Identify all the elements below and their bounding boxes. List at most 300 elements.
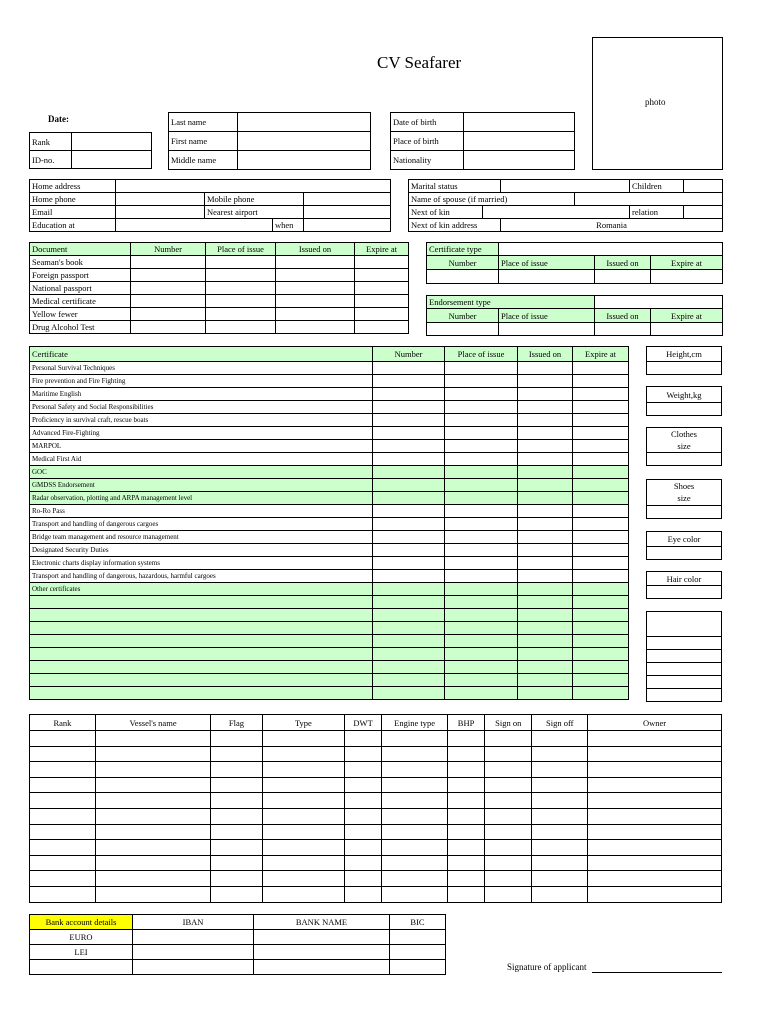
bank-bank-name-field[interactable]: [254, 945, 390, 960]
certificate-place-field[interactable]: [445, 687, 518, 700]
cert-type-issued-field[interactable]: [595, 270, 651, 284]
sea-service-cell[interactable]: [588, 824, 722, 840]
certificate-number-field[interactable]: [373, 687, 445, 700]
document-expire-field[interactable]: [355, 282, 409, 295]
bank-extra-field[interactable]: [30, 960, 133, 975]
certificate-expire-field[interactable]: [573, 466, 629, 479]
certificate-issued-field[interactable]: [518, 570, 573, 583]
height-field[interactable]: [647, 362, 722, 375]
sea-service-cell[interactable]: [532, 808, 588, 824]
certificate-expire-field[interactable]: [573, 596, 629, 609]
sea-service-cell[interactable]: [588, 762, 722, 778]
eye-color-field[interactable]: [647, 547, 722, 560]
sea-service-cell[interactable]: [485, 731, 532, 747]
sea-service-cell[interactable]: [211, 793, 262, 809]
signature-line[interactable]: [592, 972, 722, 973]
bank-bic-field[interactable]: [390, 945, 446, 960]
certificate-number-field[interactable]: [373, 518, 445, 531]
sea-service-cell[interactable]: [211, 824, 262, 840]
certificate-number-field[interactable]: [373, 531, 445, 544]
certificate-issued-field[interactable]: [518, 544, 573, 557]
certificate-number-field[interactable]: [373, 661, 445, 674]
document-issued-field[interactable]: [276, 295, 355, 308]
mobile-phone-field[interactable]: [304, 193, 391, 206]
certificate-expire-field[interactable]: [573, 544, 629, 557]
sea-service-cell[interactable]: [30, 886, 96, 902]
certificate-expire-field[interactable]: [573, 583, 629, 596]
endorsement-type-field[interactable]: [595, 296, 723, 309]
cert-type-number-field[interactable]: [427, 270, 499, 284]
certificate-expire-field[interactable]: [573, 401, 629, 414]
sea-service-cell[interactable]: [485, 886, 532, 902]
sea-service-cell[interactable]: [211, 746, 262, 762]
document-place-field[interactable]: [206, 295, 276, 308]
sea-service-cell[interactable]: [448, 871, 485, 887]
certificate-place-field[interactable]: [445, 414, 518, 427]
certificate-issued-field[interactable]: [518, 596, 573, 609]
certificate-expire-field[interactable]: [573, 414, 629, 427]
endorsement-issued-field[interactable]: [595, 323, 651, 336]
id-no-field[interactable]: [72, 151, 152, 169]
sea-service-cell[interactable]: [345, 746, 382, 762]
sea-service-cell[interactable]: [345, 886, 382, 902]
certificate-number-field[interactable]: [373, 479, 445, 492]
certificate-place-field[interactable]: [445, 661, 518, 674]
dob-field[interactable]: [464, 113, 575, 132]
sea-service-cell[interactable]: [532, 840, 588, 856]
certificate-issued-field[interactable]: [518, 505, 573, 518]
sea-service-cell[interactable]: [448, 808, 485, 824]
certificate-place-field[interactable]: [445, 375, 518, 388]
sea-service-cell[interactable]: [382, 886, 448, 902]
when-field[interactable]: [304, 219, 391, 232]
middle-name-field[interactable]: [238, 151, 371, 170]
sea-service-cell[interactable]: [485, 871, 532, 887]
sea-service-cell[interactable]: [588, 855, 722, 871]
sea-service-cell[interactable]: [262, 824, 344, 840]
certificate-issued-field[interactable]: [518, 440, 573, 453]
sea-service-cell[interactable]: [262, 777, 344, 793]
certificate-number-field[interactable]: [373, 622, 445, 635]
certificate-place-field[interactable]: [445, 544, 518, 557]
certificate-expire-field[interactable]: [573, 635, 629, 648]
sea-service-cell[interactable]: [95, 808, 210, 824]
next-of-kin-field[interactable]: [483, 206, 630, 219]
sea-service-cell[interactable]: [532, 886, 588, 902]
certificate-place-field[interactable]: [445, 596, 518, 609]
sea-service-cell[interactable]: [485, 777, 532, 793]
first-name-field[interactable]: [238, 132, 371, 151]
certificate-number-field[interactable]: [373, 414, 445, 427]
certificate-expire-field[interactable]: [573, 362, 629, 375]
document-number-field[interactable]: [131, 308, 206, 321]
document-number-field[interactable]: [131, 269, 206, 282]
spouse-field[interactable]: [575, 193, 723, 206]
certificate-place-field[interactable]: [445, 531, 518, 544]
document-issued-field[interactable]: [276, 282, 355, 295]
certificate-expire-field[interactable]: [573, 518, 629, 531]
sea-service-cell[interactable]: [532, 762, 588, 778]
certificate-expire-field[interactable]: [573, 570, 629, 583]
hair-color-field[interactable]: [647, 586, 722, 599]
shoes-field[interactable]: [647, 506, 722, 519]
certificate-issued-field[interactable]: [518, 674, 573, 687]
document-place-field[interactable]: [206, 256, 276, 269]
certificate-issued-field[interactable]: [518, 531, 573, 544]
sea-service-cell[interactable]: [95, 824, 210, 840]
certificate-number-field[interactable]: [373, 440, 445, 453]
sea-service-cell[interactable]: [211, 777, 262, 793]
children-field[interactable]: [684, 180, 723, 193]
certificate-place-field[interactable]: [445, 518, 518, 531]
sea-service-cell[interactable]: [30, 808, 96, 824]
certificate-row: [30, 622, 629, 635]
certificate-issued-field[interactable]: [518, 401, 573, 414]
sea-service-cell[interactable]: [485, 824, 532, 840]
sea-service-cell[interactable]: [345, 793, 382, 809]
last-name-field[interactable]: [238, 113, 371, 132]
certificate-place-field[interactable]: [445, 570, 518, 583]
sea-service-cell[interactable]: [95, 777, 210, 793]
weight-field[interactable]: [647, 403, 722, 416]
certificate-place-field[interactable]: [445, 622, 518, 635]
sea-service-cell[interactable]: [588, 886, 722, 902]
sea-service-cell[interactable]: [532, 777, 588, 793]
document-issued-field[interactable]: [276, 321, 355, 334]
sea-service-cell[interactable]: [95, 840, 210, 856]
sea-service-cell[interactable]: [262, 731, 344, 747]
marital-status-field[interactable]: [501, 180, 630, 193]
certificate-number-field[interactable]: [373, 648, 445, 661]
sea-service-cell[interactable]: [485, 855, 532, 871]
certificate-place-field[interactable]: [445, 583, 518, 596]
certificate-number-field[interactable]: [373, 453, 445, 466]
sea-service-cell[interactable]: [485, 793, 532, 809]
certificate-expire-field[interactable]: [573, 479, 629, 492]
certificate-issued-field[interactable]: [518, 453, 573, 466]
pob-field[interactable]: [464, 132, 575, 151]
bank-iban-field[interactable]: [133, 930, 254, 945]
certificate-number-field[interactable]: [373, 505, 445, 518]
certificate-expire-field[interactable]: [573, 557, 629, 570]
sea-service-cell[interactable]: [448, 777, 485, 793]
certificate-number-field[interactable]: [373, 674, 445, 687]
sea-service-cell[interactable]: [485, 840, 532, 856]
document-place-field[interactable]: [206, 282, 276, 295]
certificate-number-field[interactable]: [373, 401, 445, 414]
document-expire-field[interactable]: [355, 308, 409, 321]
sea-service-cell[interactable]: [382, 871, 448, 887]
sea-service-cell[interactable]: [532, 731, 588, 747]
certificate-place-field[interactable]: [445, 557, 518, 570]
certificate-issued-field[interactable]: [518, 375, 573, 388]
sea-service-cell[interactable]: [532, 871, 588, 887]
sea-service-cell[interactable]: [345, 871, 382, 887]
document-number-field[interactable]: [131, 321, 206, 334]
sea-service-cell[interactable]: [345, 762, 382, 778]
sea-service-cell[interactable]: [448, 762, 485, 778]
nearest-airport-field[interactable]: [304, 206, 391, 219]
sea-service-cell[interactable]: [382, 824, 448, 840]
sea-service-cell[interactable]: [262, 855, 344, 871]
sea-service-cell[interactable]: [30, 777, 96, 793]
sea-service-cell[interactable]: [95, 762, 210, 778]
sea-service-cell[interactable]: [211, 762, 262, 778]
sea-service-cell[interactable]: [532, 855, 588, 871]
cert-type-field[interactable]: [499, 243, 723, 256]
certificate-expire-field[interactable]: [573, 427, 629, 440]
sea-service-cell[interactable]: [382, 777, 448, 793]
endorsement-number-field[interactable]: [427, 323, 499, 336]
certificate-place-field[interactable]: [445, 388, 518, 401]
certificate-place-field[interactable]: [445, 505, 518, 518]
certificate-number-field[interactable]: [373, 596, 445, 609]
certificate-expire-field[interactable]: [573, 492, 629, 505]
sea-service-cell[interactable]: [262, 808, 344, 824]
sea-service-cell[interactable]: [211, 808, 262, 824]
sea-service-cell[interactable]: [345, 824, 382, 840]
sea-service-cell[interactable]: [588, 731, 722, 747]
certificate-place-field[interactable]: [445, 635, 518, 648]
sea-service-cell[interactable]: [95, 746, 210, 762]
extra-field-1[interactable]: [647, 612, 722, 637]
document-place-field[interactable]: [206, 321, 276, 334]
sea-service-cell[interactable]: [95, 855, 210, 871]
certificate-issued-field[interactable]: [518, 583, 573, 596]
sea-service-cell[interactable]: [345, 808, 382, 824]
certificate-number-field[interactable]: [373, 466, 445, 479]
extra-field-3[interactable]: [647, 650, 722, 663]
sea-service-cell[interactable]: [95, 731, 210, 747]
sea-service-cell[interactable]: [30, 746, 96, 762]
sea-service-cell[interactable]: [382, 840, 448, 856]
extra-field-5[interactable]: [647, 676, 722, 689]
bank-bic-field[interactable]: [390, 930, 446, 945]
sea-service-cell[interactable]: [211, 886, 262, 902]
bank-iban-field[interactable]: [133, 960, 254, 975]
endorsement-expire-field[interactable]: [651, 323, 723, 336]
sea-service-cell[interactable]: [30, 871, 96, 887]
document-place-field[interactable]: [206, 308, 276, 321]
certificate-issued-field[interactable]: [518, 362, 573, 375]
sea-service-cell[interactable]: [485, 762, 532, 778]
sea-service-cell[interactable]: [345, 840, 382, 856]
certificate-number-field[interactable]: [373, 609, 445, 622]
certificate-issued-field[interactable]: [518, 466, 573, 479]
sea-service-cell[interactable]: [262, 886, 344, 902]
sea-service-cell[interactable]: [30, 731, 96, 747]
sea-service-cell[interactable]: [485, 746, 532, 762]
certificate-place-field[interactable]: [445, 492, 518, 505]
sea-service-cell[interactable]: [382, 808, 448, 824]
document-number-field[interactable]: [131, 282, 206, 295]
sea-service-cell[interactable]: [532, 746, 588, 762]
sea-service-cell[interactable]: [588, 746, 722, 762]
certificate-place-field[interactable]: [445, 427, 518, 440]
certificate-number-field[interactable]: [373, 362, 445, 375]
sea-service-cell[interactable]: [95, 871, 210, 887]
kin-address-field[interactable]: Romania: [501, 219, 723, 232]
sea-service-cell[interactable]: [448, 855, 485, 871]
endorsement-place-field[interactable]: [499, 323, 595, 336]
sea-service-cell[interactable]: [211, 871, 262, 887]
certificate-expire-field[interactable]: [573, 375, 629, 388]
certificate-place-field[interactable]: [445, 362, 518, 375]
document-expire-field[interactable]: [355, 256, 409, 269]
certificate-expire-field[interactable]: [573, 440, 629, 453]
sea-service-cell[interactable]: [588, 808, 722, 824]
certificate-expire-field[interactable]: [573, 531, 629, 544]
sea-service-cell[interactable]: [262, 840, 344, 856]
certificate-issued-field[interactable]: [518, 388, 573, 401]
certificate-issued-field[interactable]: [518, 609, 573, 622]
certificate-issued-field[interactable]: [518, 687, 573, 700]
certificate-issued-field[interactable]: [518, 622, 573, 635]
sea-service-cell[interactable]: [382, 793, 448, 809]
certificate-expire-field[interactable]: [573, 388, 629, 401]
sea-service-cell[interactable]: [448, 731, 485, 747]
bank-bic-field[interactable]: [390, 960, 446, 975]
sea-service-cell[interactable]: [532, 824, 588, 840]
certificate-number-field[interactable]: [373, 635, 445, 648]
extra-field-2[interactable]: [647, 637, 722, 650]
sea-service-cell[interactable]: [211, 731, 262, 747]
sea-service-cell[interactable]: [382, 855, 448, 871]
certificate-place-field[interactable]: [445, 466, 518, 479]
document-issued-field[interactable]: [276, 256, 355, 269]
certificate-expire-field[interactable]: [573, 661, 629, 674]
sea-service-cell[interactable]: [262, 762, 344, 778]
sea-service-cell[interactable]: [382, 762, 448, 778]
sea-service-cell[interactable]: [532, 793, 588, 809]
sea-service-cell[interactable]: [30, 840, 96, 856]
certificate-number-field[interactable]: [373, 570, 445, 583]
clothes-field[interactable]: [647, 453, 722, 466]
sea-service-cell[interactable]: [448, 746, 485, 762]
certificate-expire-field[interactable]: [573, 622, 629, 635]
relation-field[interactable]: [684, 206, 723, 219]
sea-service-cell[interactable]: [30, 793, 96, 809]
certificate-number-field[interactable]: [373, 375, 445, 388]
bank-iban-field[interactable]: [133, 945, 254, 960]
certificate-place-field[interactable]: [445, 401, 518, 414]
document-number-field[interactable]: [131, 295, 206, 308]
document-place-field[interactable]: [206, 269, 276, 282]
sea-header-flag: Flag: [211, 715, 262, 731]
certificate-issued-field[interactable]: [518, 635, 573, 648]
cert-type-expire-field[interactable]: [651, 270, 723, 284]
certificate-expire-field[interactable]: [573, 609, 629, 622]
sea-service-cell[interactable]: [211, 840, 262, 856]
extra-field-6[interactable]: [647, 689, 722, 702]
certificate-number-field[interactable]: [373, 388, 445, 401]
certificate-place-field[interactable]: [445, 453, 518, 466]
certificate-issued-field[interactable]: [518, 518, 573, 531]
certificate-issued-field[interactable]: [518, 427, 573, 440]
sea-service-cell[interactable]: [448, 886, 485, 902]
sea-service-cell[interactable]: [262, 871, 344, 887]
document-issued-field[interactable]: [276, 269, 355, 282]
sea-service-cell[interactable]: [588, 777, 722, 793]
sea-service-cell[interactable]: [30, 762, 96, 778]
document-number-field[interactable]: [131, 256, 206, 269]
certificate-expire-field[interactable]: [573, 674, 629, 687]
sea-service-cell[interactable]: [588, 871, 722, 887]
education-field[interactable]: [116, 219, 273, 232]
email-field[interactable]: [116, 206, 205, 219]
certificate-issued-field[interactable]: [518, 479, 573, 492]
certificate-expire-field[interactable]: [573, 505, 629, 518]
sea-service-cell[interactable]: [262, 793, 344, 809]
certificate-number-field[interactable]: [373, 427, 445, 440]
sea-service-cell[interactable]: [262, 746, 344, 762]
document-issued-field[interactable]: [276, 308, 355, 321]
certificate-place-field[interactable]: [445, 609, 518, 622]
sea-service-cell[interactable]: [485, 808, 532, 824]
certificate-expire-field[interactable]: [573, 687, 629, 700]
rank-field[interactable]: [72, 133, 152, 151]
cert-type-place-field[interactable]: [499, 270, 595, 284]
sea-service-cell[interactable]: [588, 793, 722, 809]
certificate-place-field[interactable]: [445, 648, 518, 661]
sea-service-cell[interactable]: [345, 731, 382, 747]
certificate-issued-field[interactable]: [518, 414, 573, 427]
bank-currency: EURO: [30, 930, 133, 945]
certificate-issued-field[interactable]: [518, 648, 573, 661]
sea-service-cell[interactable]: [382, 731, 448, 747]
sea-service-cell[interactable]: [95, 886, 210, 902]
certificate-number-field[interactable]: [373, 583, 445, 596]
extra-field-4[interactable]: [647, 663, 722, 676]
sea-service-cell[interactable]: [448, 824, 485, 840]
bank-bank-name-field[interactable]: [254, 930, 390, 945]
certificate-expire-field[interactable]: [573, 453, 629, 466]
sea-service-cell[interactable]: [211, 855, 262, 871]
sea-service-cell[interactable]: [30, 824, 96, 840]
certificate-place-field[interactable]: [445, 440, 518, 453]
certificate-number-field[interactable]: [373, 544, 445, 557]
nationality-field[interactable]: [464, 151, 575, 170]
document-expire-field[interactable]: [355, 321, 409, 334]
home-phone-field[interactable]: [116, 193, 205, 206]
sea-service-cell[interactable]: [588, 840, 722, 856]
sea-service-cell[interactable]: [345, 855, 382, 871]
home-address-field[interactable]: [116, 180, 391, 193]
certificate-place-field[interactable]: [445, 479, 518, 492]
certificate-place-field[interactable]: [445, 674, 518, 687]
sea-service-cell[interactable]: [345, 777, 382, 793]
cert-type-header-place: Place of issue: [499, 256, 595, 270]
certificate-expire-field[interactable]: [573, 648, 629, 661]
certificate-row: [30, 440, 629, 453]
sea-service-cell[interactable]: [95, 793, 210, 809]
document-name: Foreign passport: [30, 269, 131, 282]
sea-service-cell[interactable]: [448, 793, 485, 809]
sea-service-cell[interactable]: [448, 840, 485, 856]
certificate-issued-field[interactable]: [518, 557, 573, 570]
document-expire-field[interactable]: [355, 295, 409, 308]
bank-bank-name-field[interactable]: [254, 960, 390, 975]
sea-service-cell[interactable]: [382, 746, 448, 762]
certificate-number-field[interactable]: [373, 557, 445, 570]
sea-service-cell[interactable]: [30, 855, 96, 871]
certificate-issued-field[interactable]: [518, 661, 573, 674]
height-label: Height,cm: [647, 347, 722, 362]
photo-box[interactable]: [592, 37, 723, 170]
certificate-number-field[interactable]: [373, 492, 445, 505]
certificate-issued-field[interactable]: [518, 492, 573, 505]
document-expire-field[interactable]: [355, 269, 409, 282]
